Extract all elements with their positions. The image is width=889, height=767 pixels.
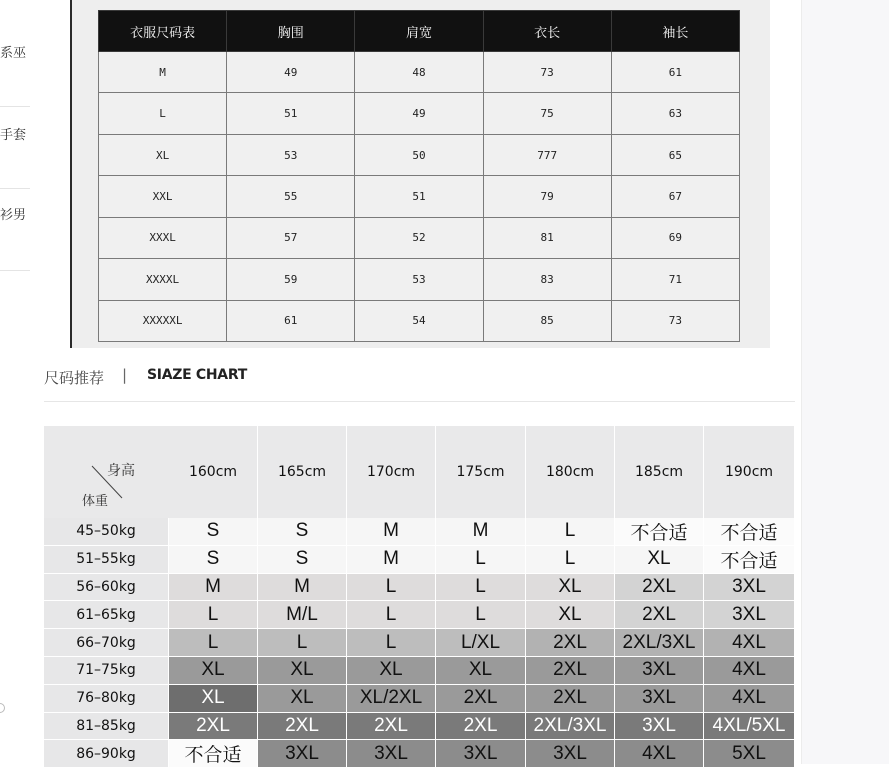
right-pane bbox=[802, 0, 889, 764]
size-recommend-cell: 3XL bbox=[615, 713, 703, 740]
size-recommend-cell: M/L bbox=[258, 601, 346, 628]
size-recommend-cell: XL bbox=[347, 657, 435, 684]
weight-row-header: 45–50kg bbox=[44, 518, 168, 545]
size-recommend-cell: 3XL bbox=[258, 740, 346, 767]
size-table-row bbox=[99, 176, 740, 217]
size-table-cell: 73 bbox=[611, 300, 739, 341]
size-recommend-cell: M bbox=[347, 546, 435, 573]
height-column-header: 185cm bbox=[615, 426, 703, 518]
size-recommend-cell: L bbox=[347, 601, 435, 628]
size-table-cell: 53 bbox=[227, 134, 355, 175]
size-recommend-cell: 4XL bbox=[615, 740, 703, 767]
weight-row-header: 51–55kg bbox=[44, 546, 168, 573]
size-table-cell: XXL bbox=[99, 176, 227, 217]
size-table-header: 衣服尺码表 bbox=[99, 11, 227, 52]
size-table bbox=[98, 10, 740, 342]
size-recommend-cell: L bbox=[347, 574, 435, 601]
size-recommend-cell: M bbox=[258, 574, 346, 601]
size-recommend-cell: 2XL bbox=[615, 601, 703, 628]
size-table-cell: 79 bbox=[483, 176, 611, 217]
size-recommend-cell: M bbox=[436, 518, 525, 545]
grid-corner-cell bbox=[44, 426, 169, 518]
weight-row-header: 81–85kg bbox=[44, 713, 168, 740]
size-table-cell: 61 bbox=[611, 52, 739, 93]
size-recommend-cell: XL bbox=[169, 685, 257, 712]
weight-row-header: 71–75kg bbox=[44, 657, 168, 684]
size-recommend-cell: L bbox=[258, 629, 346, 656]
size-table-cell: XXXXL bbox=[99, 259, 227, 300]
size-recommend-cell: L bbox=[436, 574, 525, 601]
size-table-cell: 55 bbox=[227, 176, 355, 217]
size-recommend-cell: S bbox=[258, 518, 346, 545]
sidebar-item-label: 衫男 bbox=[0, 208, 26, 223]
size-recommend-cell: S bbox=[169, 546, 257, 573]
size-recommend-cell: XL bbox=[526, 601, 614, 628]
size-recommend-cell: 3XL bbox=[347, 740, 435, 767]
sidebar-item-label: 手套 bbox=[0, 128, 26, 143]
size-table-header: 袖长 bbox=[611, 11, 739, 52]
size-table-cell: 53 bbox=[355, 259, 483, 300]
size-table-cell: 81 bbox=[483, 217, 611, 258]
size-recommend-cell: 4XL/5XL bbox=[704, 713, 794, 740]
size-recommend-cell: S bbox=[258, 546, 346, 573]
weight-axis-label: 体重 bbox=[82, 494, 109, 509]
size-table-cell: 83 bbox=[483, 259, 611, 300]
size-table-cell: 69 bbox=[611, 217, 739, 258]
recommend-title-cn: 尺码推荐 bbox=[44, 369, 105, 387]
size-table-cell: 49 bbox=[227, 52, 355, 93]
size-recommend-cell: 3XL bbox=[615, 685, 703, 712]
weight-row-header: 86–90kg bbox=[44, 740, 168, 767]
size-recommend-cell: XL bbox=[615, 546, 703, 573]
size-recommend-cell: 3XL bbox=[704, 574, 794, 601]
sidebar-item[interactable] bbox=[0, 24, 30, 107]
size-table-cell: 71 bbox=[611, 259, 739, 300]
size-table-cell: 67 bbox=[611, 176, 739, 217]
size-recommend-cell: L/XL bbox=[436, 629, 525, 656]
height-axis-label: 身高 bbox=[107, 463, 135, 479]
heading-divider bbox=[44, 401, 795, 402]
size-table-cell: 57 bbox=[227, 217, 355, 258]
size-recommend-cell: L bbox=[436, 601, 525, 628]
size-table-row bbox=[99, 52, 740, 93]
sidebar-fragment bbox=[0, 0, 30, 764]
size-recommend-cell: 2XL bbox=[169, 713, 257, 740]
size-table-cell: XXXXXL bbox=[99, 300, 227, 341]
size-recommend-cell: S bbox=[169, 518, 257, 545]
size-recommend-cell: 4XL bbox=[704, 657, 794, 684]
sidebar-item[interactable] bbox=[0, 106, 30, 189]
size-table-cell: L bbox=[99, 93, 227, 134]
height-column-header: 180cm bbox=[526, 426, 614, 518]
size-table-cell: 49 bbox=[355, 93, 483, 134]
size-recommend-cell: XL/2XL bbox=[347, 685, 435, 712]
sidebar-item-label: 系巫 bbox=[0, 46, 26, 61]
sidebar-item[interactable] bbox=[0, 188, 30, 271]
height-column-header: 170cm bbox=[347, 426, 435, 518]
size-recommend-cell: L bbox=[526, 546, 614, 573]
size-table-cell: 51 bbox=[355, 176, 483, 217]
size-table-cell: 61 bbox=[227, 300, 355, 341]
scroll-indicator-icon[interactable] bbox=[0, 703, 5, 713]
size-table-row bbox=[99, 93, 740, 134]
weight-row-header: 76–80kg bbox=[44, 685, 168, 712]
size-table-row bbox=[99, 300, 740, 341]
size-recommend-cell: 5XL bbox=[704, 740, 794, 767]
size-table-row bbox=[99, 217, 740, 258]
height-column-header: 165cm bbox=[258, 426, 346, 518]
size-table-cell: 52 bbox=[355, 217, 483, 258]
size-recommend-cell: 不合适 bbox=[615, 518, 703, 545]
weight-row-header: 61–65kg bbox=[44, 601, 168, 628]
size-recommend-cell: 不合适 bbox=[704, 546, 794, 573]
size-table-cell: M bbox=[99, 52, 227, 93]
size-recommend-cell: XL bbox=[258, 657, 346, 684]
size-recommend-cell: 2XL bbox=[526, 657, 614, 684]
size-recommend-cell: 2XL bbox=[526, 685, 614, 712]
size-table-header: 胸围 bbox=[227, 11, 355, 52]
height-column-header: 175cm bbox=[436, 426, 525, 518]
size-table-cell: 59 bbox=[227, 259, 355, 300]
size-table-cell: 48 bbox=[355, 52, 483, 93]
size-recommend-cell: M bbox=[169, 574, 257, 601]
size-table-row bbox=[99, 259, 740, 300]
size-recommend-cell: 2XL bbox=[258, 713, 346, 740]
height-column-header: 190cm bbox=[704, 426, 794, 518]
size-table-cell: XL bbox=[99, 134, 227, 175]
size-recommend-cell: L bbox=[526, 518, 614, 545]
size-recommend-cell: L bbox=[436, 546, 525, 573]
size-recommend-cell: 3XL bbox=[526, 740, 614, 767]
size-recommend-cell: L bbox=[169, 601, 257, 628]
size-table-cell: 63 bbox=[611, 93, 739, 134]
size-recommend-cell: 2XL bbox=[526, 629, 614, 656]
size-recommend-cell: 2XL/3XL bbox=[526, 713, 614, 740]
size-recommend-cell: XL bbox=[169, 657, 257, 684]
size-recommend-cell: XL bbox=[526, 574, 614, 601]
size-table-row bbox=[99, 134, 740, 175]
size-recommend-cell: 3XL bbox=[704, 601, 794, 628]
size-recommend-cell: XL bbox=[436, 657, 525, 684]
size-recommend-cell: 2XL bbox=[436, 713, 525, 740]
weight-row-header: 56–60kg bbox=[44, 574, 168, 601]
size-recommend-grid bbox=[44, 426, 795, 767]
size-table-cell: 73 bbox=[483, 52, 611, 93]
size-table-header: 肩宽 bbox=[355, 11, 483, 52]
size-recommend-cell: 2XL bbox=[347, 713, 435, 740]
size-recommend-cell: 2XL/3XL bbox=[615, 629, 703, 656]
size-recommend-cell: 2XL bbox=[615, 574, 703, 601]
size-recommend-cell: 4XL bbox=[704, 629, 794, 656]
size-table-cell: 65 bbox=[611, 134, 739, 175]
size-recommend-cell: XL bbox=[258, 685, 346, 712]
size-recommend-cell: 2XL bbox=[436, 685, 525, 712]
size-table-cell: 54 bbox=[355, 300, 483, 341]
size-table-header: 衣长 bbox=[483, 11, 611, 52]
weight-row-header: 66–70kg bbox=[44, 629, 168, 656]
size-table-cell: 50 bbox=[355, 134, 483, 175]
size-recommend-cell: M bbox=[347, 518, 435, 545]
size-recommend-cell: 不合适 bbox=[704, 518, 794, 545]
size-table-cell: 75 bbox=[483, 93, 611, 134]
size-table-cell: 777 bbox=[483, 134, 611, 175]
title-separator: | bbox=[122, 366, 128, 384]
recommend-title-en: SIAZE CHART bbox=[147, 367, 247, 383]
size-table-header-row bbox=[99, 11, 740, 52]
size-table-cell: 85 bbox=[483, 300, 611, 341]
size-table-cell: XXXL bbox=[99, 217, 227, 258]
size-recommend-cell: 不合适 bbox=[169, 740, 257, 767]
size-table-cell: 51 bbox=[227, 93, 355, 134]
size-recommend-cell: 3XL bbox=[436, 740, 525, 767]
height-column-header: 160cm bbox=[169, 426, 257, 518]
size-recommend-cell: 3XL bbox=[615, 657, 703, 684]
size-recommend-cell: L bbox=[347, 629, 435, 656]
size-recommend-cell: L bbox=[169, 629, 257, 656]
size-recommend-cell: 4XL bbox=[704, 685, 794, 712]
